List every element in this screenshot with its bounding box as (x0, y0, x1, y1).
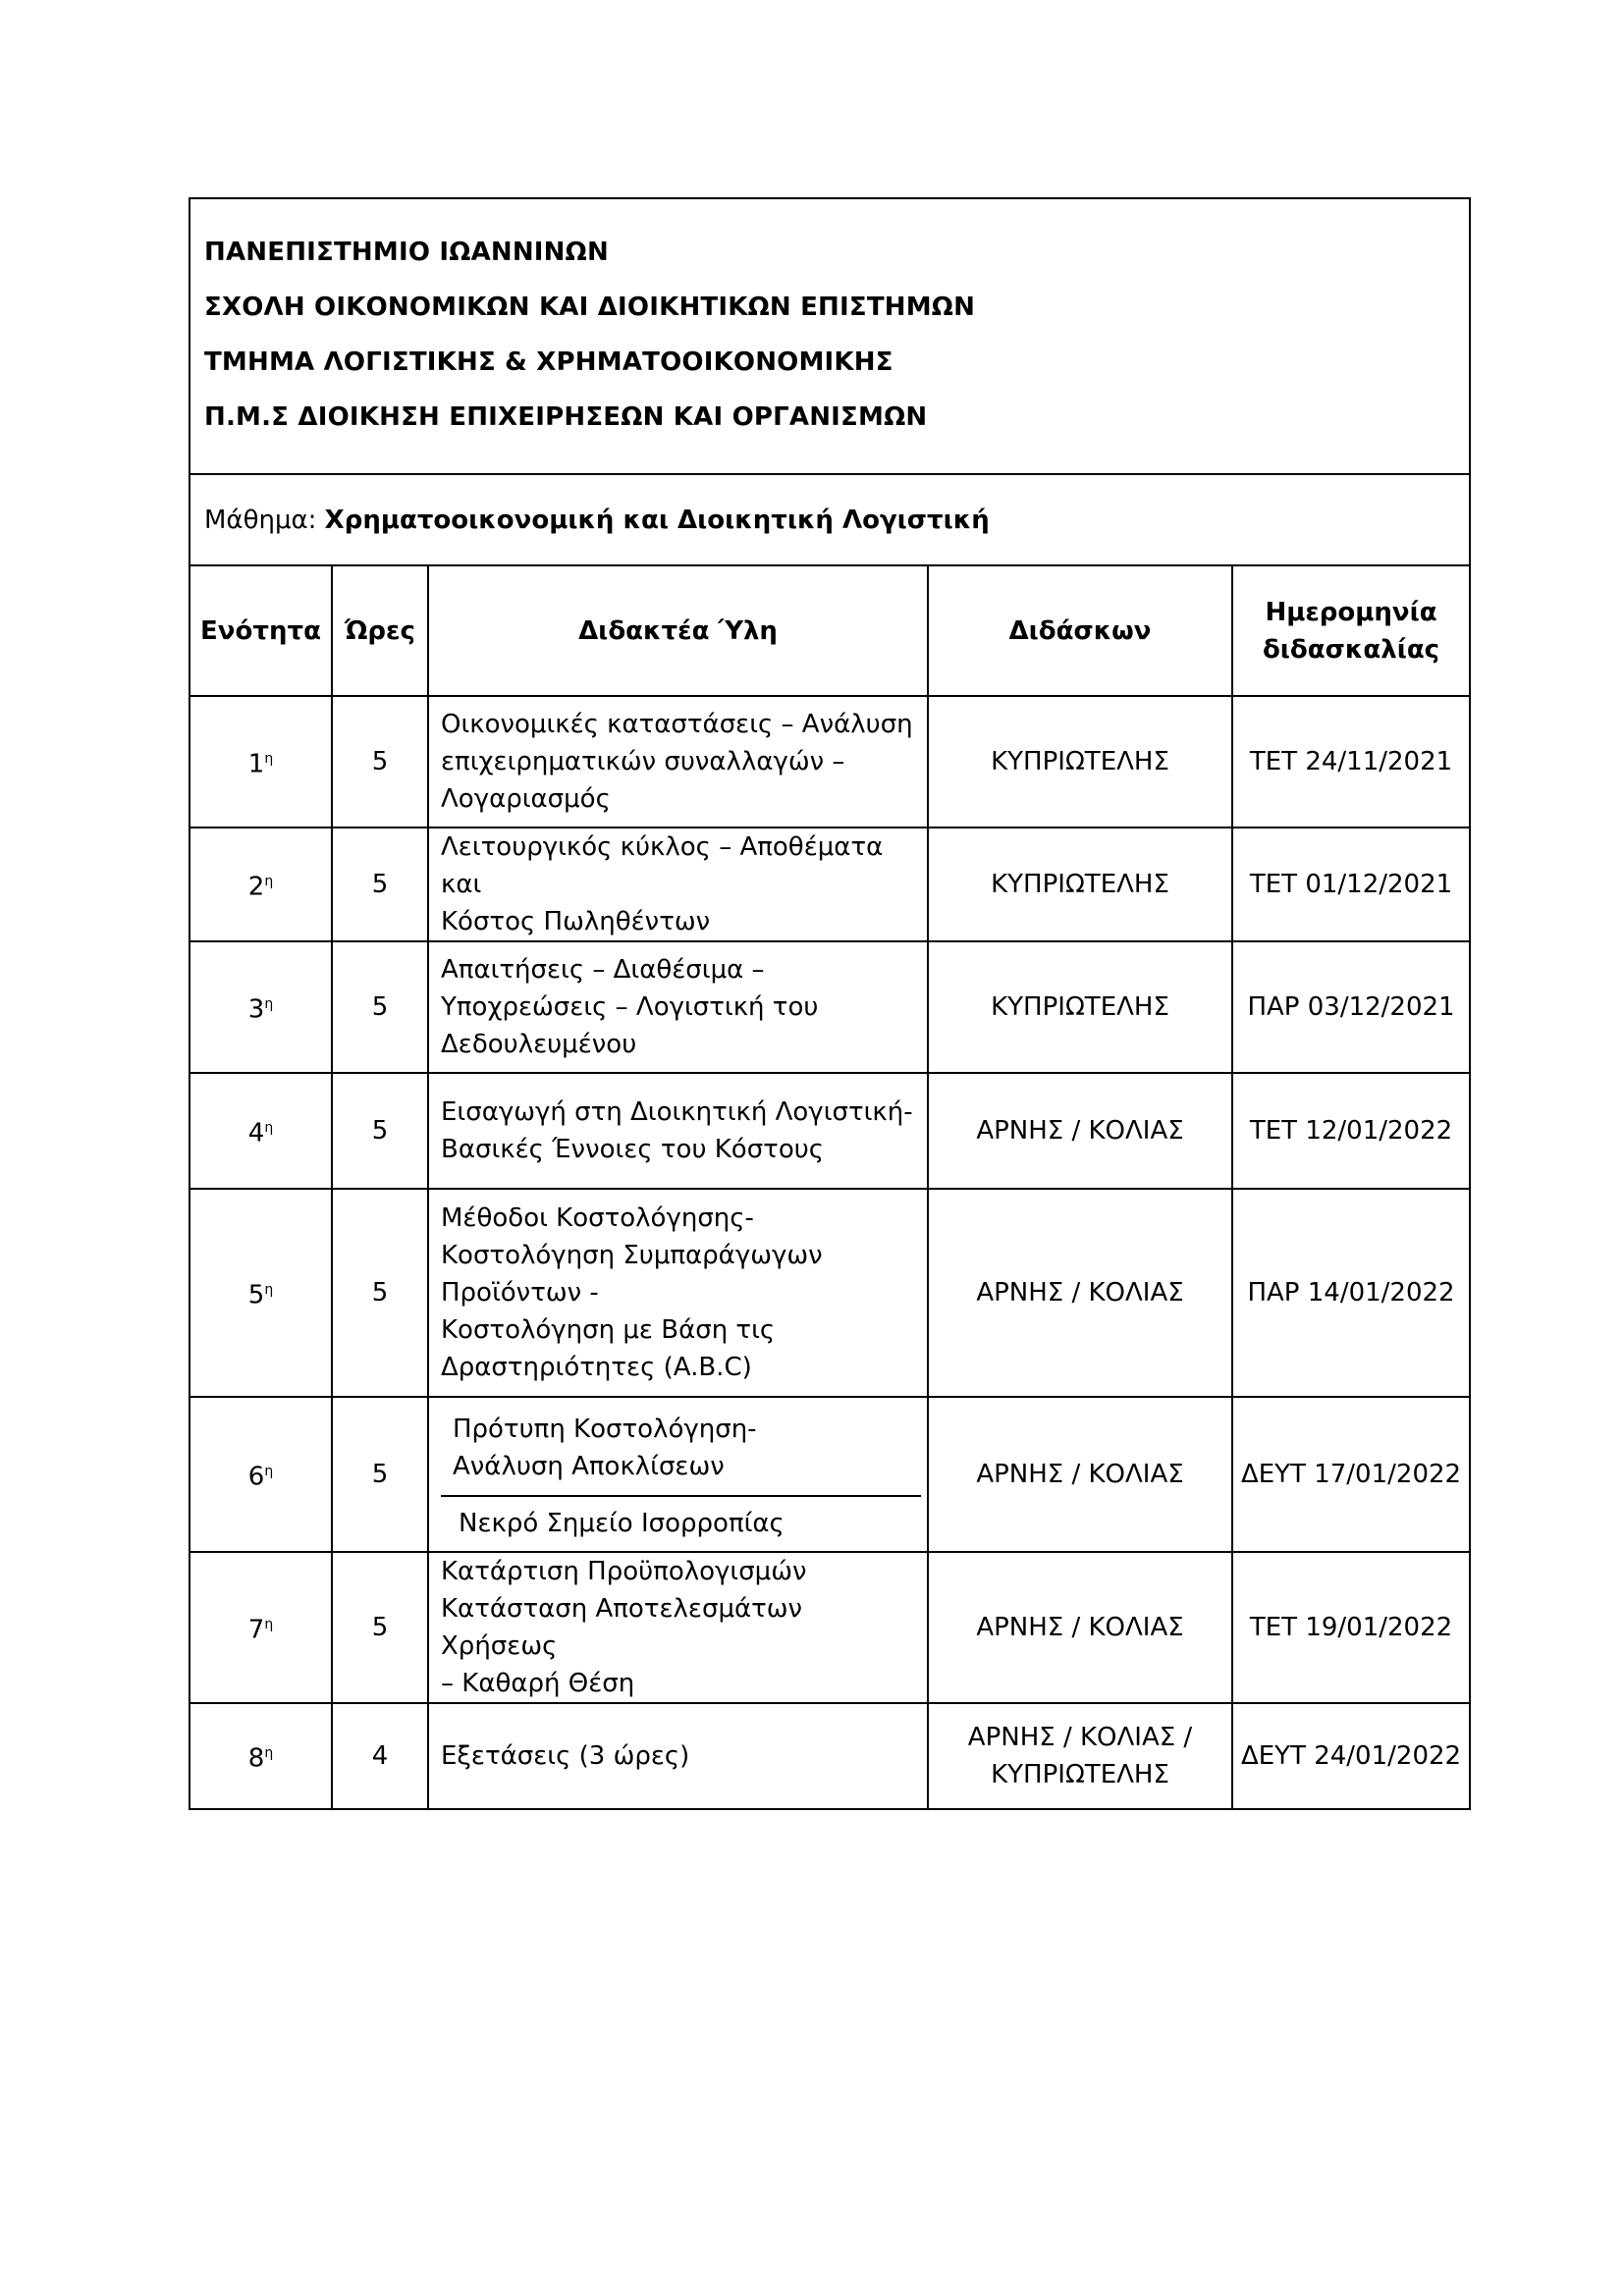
table-row (189, 696, 1470, 828)
instructor-line: ΑΡΝΗΣ / ΚΟΛΙΑΣ (976, 1460, 1184, 1489)
topic-line: Λειτουργικός κύκλος – Αποθέματα και (441, 832, 884, 899)
topic-line: Απαιτήσεις – Διαθέσιμα – (441, 955, 765, 985)
unit-ordinal-suffix: η (264, 1617, 274, 1633)
instructor-cell (928, 1552, 1232, 1703)
table-row (189, 1552, 1470, 1703)
hours-cell: 5 (332, 1552, 428, 1703)
unit-cell (189, 941, 332, 1073)
col-header-instructor: Διδάσκων (928, 565, 1232, 696)
instructor-cell (928, 1397, 1232, 1552)
unit-ordinal-suffix: η (264, 1282, 274, 1299)
topic-subline: Νεκρό Σημείο Ισορροπίας (441, 1495, 921, 1542)
program-name: Π.Μ.Σ ΔΙΟΙΚΗΣΗ ΕΠΙΧΕΙΡΗΣΕΩΝ ΚΑΙ ΟΡΓΑΝΙΣΜΩΝ (204, 402, 928, 432)
date-cell: ΠΑΡ 14/01/2022 (1232, 1189, 1470, 1397)
unit-number: 7 (247, 1615, 265, 1645)
unit-number: 6 (247, 1462, 265, 1492)
topic-line: Δεδουλευμένου (441, 1030, 637, 1059)
school-name: ΣΧΟΛΗ ΟΙΚΟΝΟΜΙΚΩΝ ΚΑΙ ΔΙΟΙΚΗΤΙΚΩΝ ΕΠΙΣΤΗΜΩΝ (204, 293, 976, 322)
topic-line: Ανάλυση Αποκλίσεων (453, 1452, 725, 1481)
table-row (189, 828, 1470, 941)
unit-ordinal-suffix: η (264, 1464, 274, 1480)
col-header-hours: Ώρες (332, 565, 428, 696)
instructor-line: ΑΡΝΗΣ / ΚΟΛΙΑΣ (976, 1278, 1184, 1308)
department-name: ΤΜΗΜΑ ΛΟΓΙΣΤΙΚΗΣ & ΧΡΗΜΑΤΟΟΙΚΟΝΟΜΙΚΗΣ (204, 347, 893, 377)
topic-line: Προϊόντων - (441, 1278, 599, 1308)
instructor-line: ΑΡΝΗΣ / ΚΟΛΙΑΣ (976, 1116, 1184, 1146)
instructor-line: ΚΥΠΡΙΩΤΕΛΗΣ (991, 992, 1169, 1022)
table-row (189, 941, 1470, 1073)
topic-line: Κόστος Πωληθέντων (441, 907, 711, 936)
topic-line: Εξετάσεις (3 ώρες) (441, 1741, 690, 1771)
instructor-cell (928, 1189, 1232, 1397)
unit-cell (189, 1703, 332, 1809)
schedule-table (189, 197, 1471, 1810)
schedule-document (189, 197, 1469, 1810)
topic-cell (428, 1552, 928, 1703)
instructor-line: ΚΥΠΡΙΩΤΕΛΗΣ (991, 870, 1169, 899)
col-header-unit: Ενότητα (189, 565, 332, 696)
column-header-row (189, 565, 1470, 696)
date-cell: ΔΕΥΤ 24/01/2022 (1232, 1703, 1470, 1809)
topic-line: Κατάσταση Αποτελεσμάτων Χρήσεως (441, 1594, 803, 1661)
col-header-topic: Διδακτέα Ύλη (428, 565, 928, 696)
topic-line: Οικονομικές καταστάσεις – Ανάλυση (441, 710, 913, 739)
topic-cell (428, 1397, 928, 1552)
instructor-cell (928, 1073, 1232, 1189)
hours-cell: 5 (332, 941, 428, 1073)
instructor-line: ΚΥΠΡΙΩΤΕΛΗΣ (991, 747, 1169, 776)
instructor-cell (928, 941, 1232, 1073)
date-cell: ΤΕΤ 01/12/2021 (1232, 828, 1470, 941)
unit-cell (189, 1552, 332, 1703)
date-cell: ΤΕΤ 19/01/2022 (1232, 1552, 1470, 1703)
instructor-line: ΚΥΠΡΙΩΤΕΛΗΣ (991, 1760, 1169, 1789)
hours-cell: 5 (332, 1073, 428, 1189)
col-header-date-line1: Ημερομηνία (1265, 597, 1437, 627)
instructor-cell (928, 828, 1232, 941)
date-cell: ΤΕΤ 24/11/2021 (1232, 696, 1470, 828)
unit-number: 5 (247, 1280, 265, 1310)
topic-cell (428, 1703, 928, 1809)
institution-header (189, 198, 1470, 474)
topic-cell (428, 1189, 928, 1397)
topic-line: επιχειρηματικών συναλλαγών – (441, 747, 845, 776)
table-row (189, 1397, 1470, 1552)
unit-number: 1 (247, 749, 265, 779)
topic-line: Κοστολόγηση με Βάση τις (441, 1315, 776, 1345)
unit-ordinal-suffix: η (264, 751, 274, 768)
unit-cell (189, 828, 332, 941)
unit-cell (189, 696, 332, 828)
unit-number: 2 (247, 872, 265, 902)
course-name: Χρηματοοικονομική και Διοικητική Λογιστική (324, 505, 990, 535)
hours-cell: 5 (332, 696, 428, 828)
hours-cell: 5 (332, 1189, 428, 1397)
date-cell: ΠΑΡ 03/12/2021 (1232, 941, 1470, 1073)
course-title-cell (189, 474, 1470, 565)
topic-line: Υποχρεώσεις – Λογιστική του (441, 992, 819, 1022)
hours-cell: 5 (332, 828, 428, 941)
topic-cell (428, 941, 928, 1073)
unit-ordinal-suffix: η (264, 1745, 274, 1762)
topic-line: Μέθοδοι Κοστολόγησης- (441, 1203, 754, 1233)
unit-number: 3 (247, 994, 265, 1025)
unit-cell (189, 1189, 332, 1397)
date-cell: ΔΕΥΤ 17/01/2022 (1232, 1397, 1470, 1552)
topic-cell (428, 828, 928, 941)
topic-line: Πρότυπη Κοστολόγηση- (453, 1415, 757, 1444)
topic-cell (428, 696, 928, 828)
topic-cell (428, 1073, 928, 1189)
topic-line: Δραστηριότητες (A.B.C) (441, 1353, 752, 1382)
hours-cell: 4 (332, 1703, 428, 1809)
col-header-date-line2: διδασκαλίας (1262, 634, 1440, 665)
table-row (189, 1073, 1470, 1189)
unit-ordinal-suffix: η (264, 1120, 274, 1137)
date-cell: ΤΕΤ 12/01/2022 (1232, 1073, 1470, 1189)
hours-cell: 5 (332, 1397, 428, 1552)
topic-line: Κατάρτιση Προϋπολογισμών (441, 1557, 807, 1586)
unit-cell (189, 1397, 332, 1552)
instructor-line: ΑΡΝΗΣ / ΚΟΛΙΑΣ (976, 1613, 1184, 1642)
topic-line: Κοστολόγηση Συμπαράγωγων (441, 1241, 823, 1270)
topic-line: Βασικές Έννοιες του Κόστους (441, 1135, 825, 1164)
course-label: Μάθημα: (204, 505, 317, 535)
instructor-line: ΑΡΝΗΣ / ΚΟΛΙΑΣ / (967, 1723, 1193, 1752)
unit-ordinal-suffix: η (264, 874, 274, 890)
unit-number: 8 (247, 1743, 265, 1774)
col-header-date (1232, 565, 1470, 696)
table-row (189, 1703, 1470, 1809)
instructor-cell (928, 1703, 1232, 1809)
table-row (189, 1189, 1470, 1397)
topic-line: Εισαγωγή στη Διοικητική Λογιστική- (441, 1097, 913, 1127)
unit-ordinal-suffix: η (264, 996, 274, 1013)
university-name: ΠΑΝΕΠΙΣΤΗΜΙΟ ΙΩΑΝΝΙΝΩΝ (204, 238, 609, 267)
unit-number: 4 (247, 1118, 265, 1148)
topic-line: Λογαριασμός (441, 784, 611, 814)
instructor-cell (928, 696, 1232, 828)
unit-cell (189, 1073, 332, 1189)
topic-line: – Καθαρή Θέση (441, 1669, 635, 1698)
